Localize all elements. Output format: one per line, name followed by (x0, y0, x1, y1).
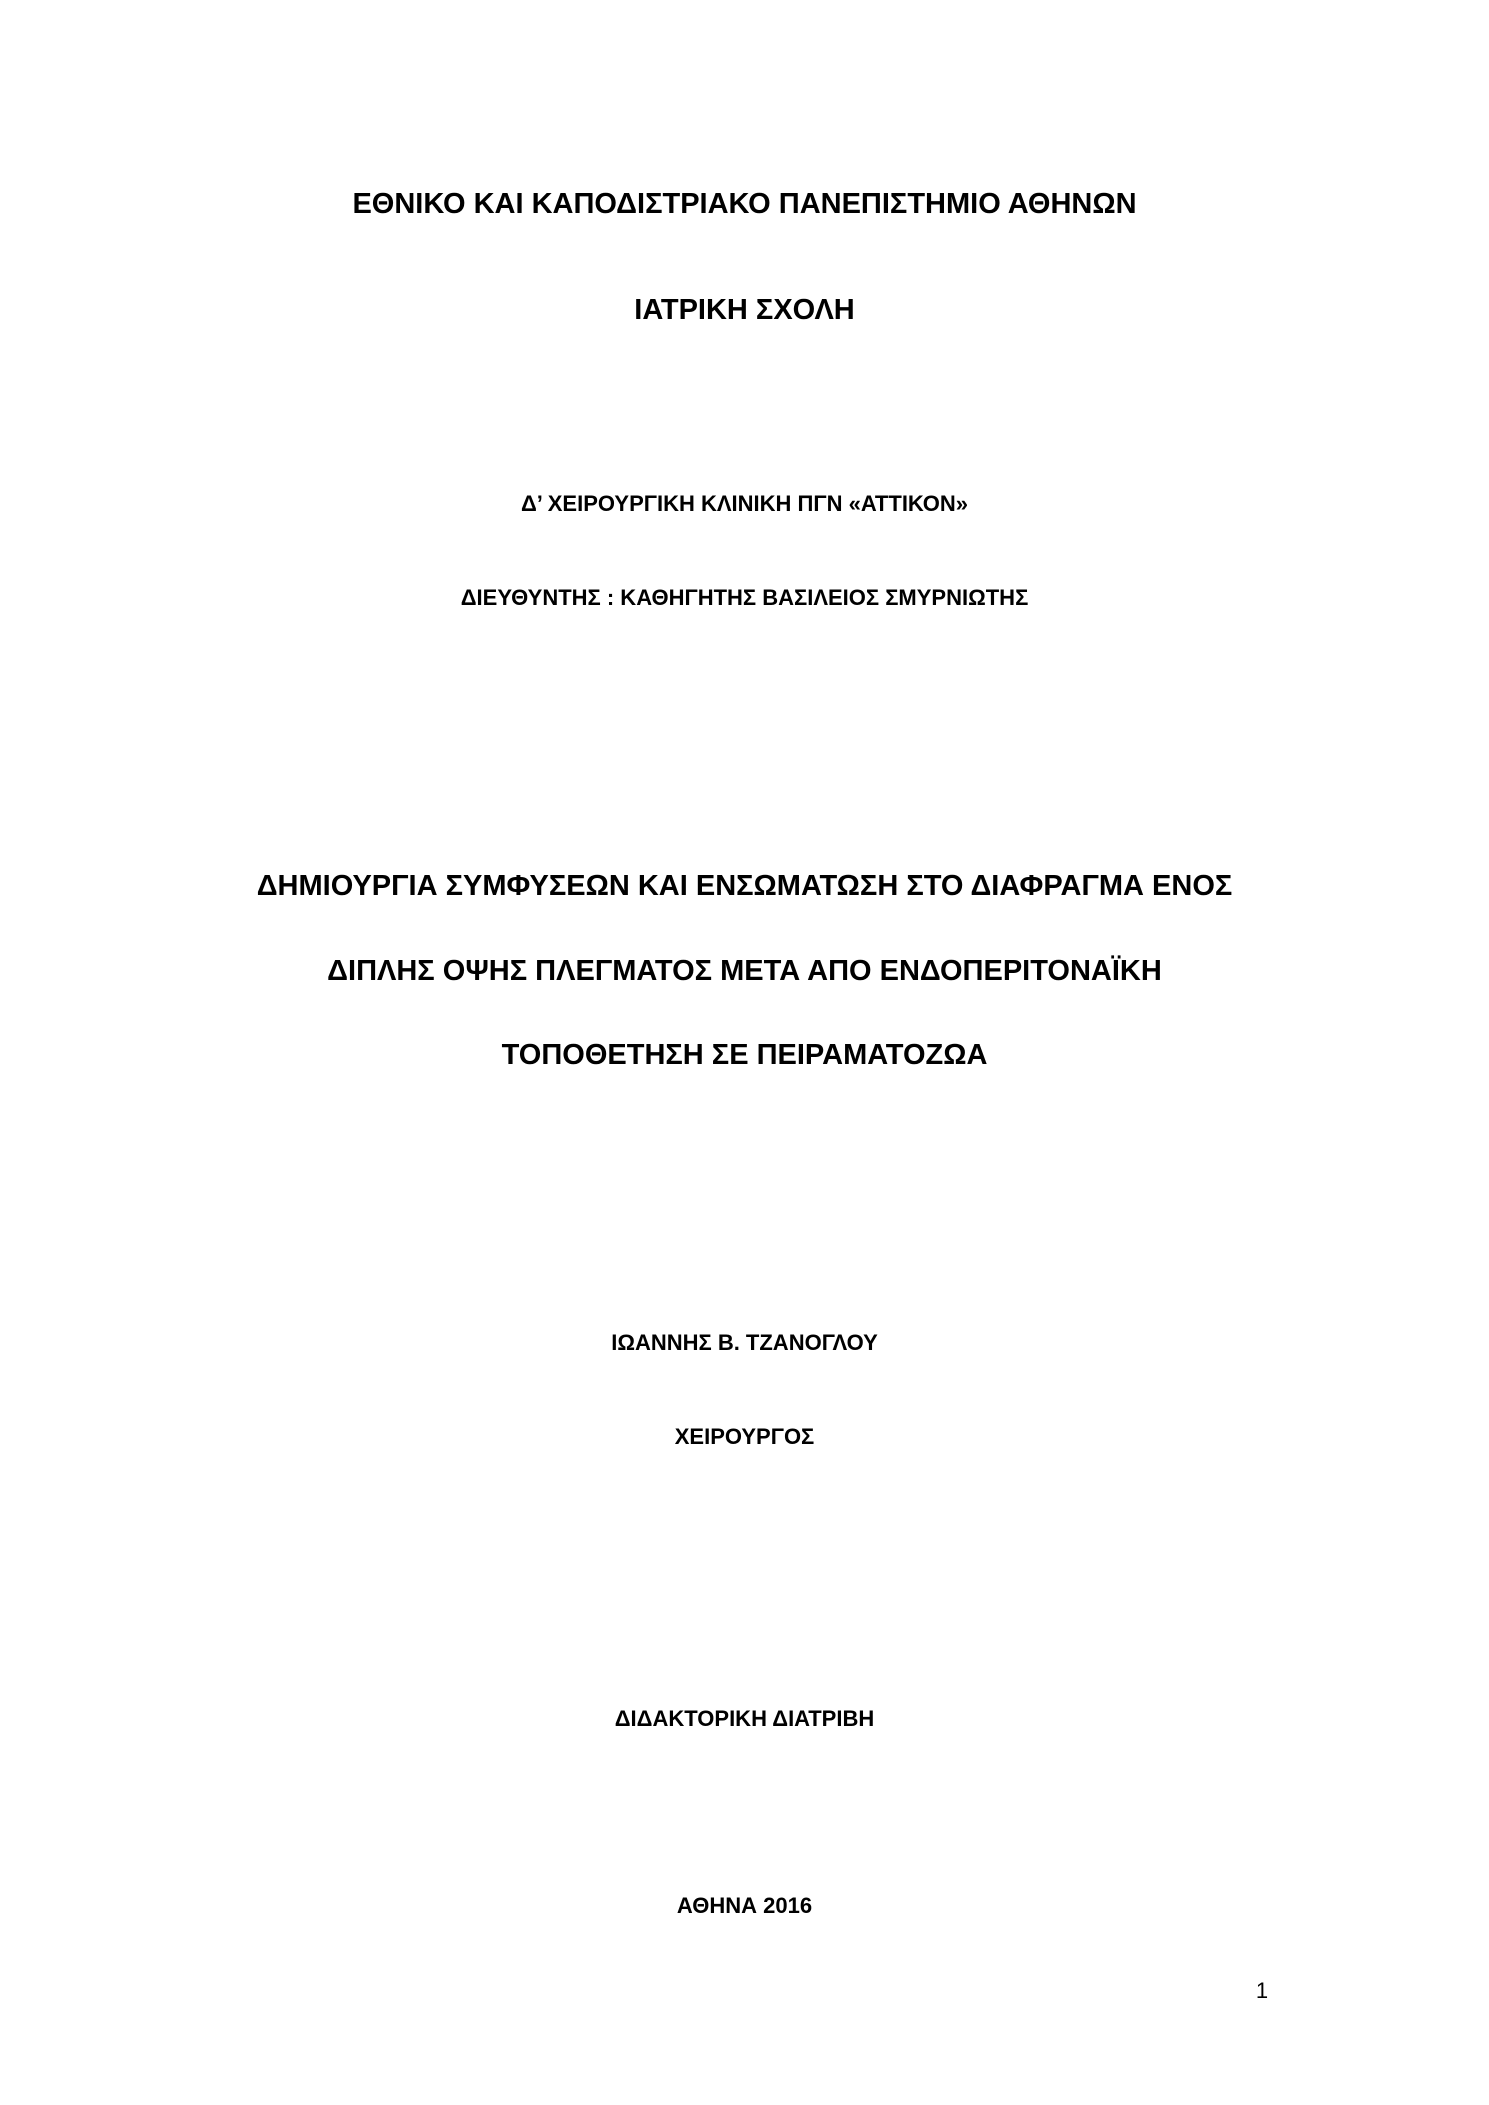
thesis-type: ΔΙΔΑΚΤΟΡΙΚΗ ΔΙΑΤΡΙΒΗ (614, 1706, 875, 1731)
thesis-title-line-2: ΔΙΠΛΗΣ ΟΨΗΣ ΠΛΕΓΜΑΤΟΣ ΜΕΤΑ ΑΠΟ ΕΝΔΟΠΕΡΙΤΟΝΑΪΚΗ (327, 955, 1162, 987)
school-name: ΙΑΤΡΙΚΗ ΣΧΟΛΗ (634, 294, 855, 326)
author-name: ΙΩΑΝΝΗΣ Β. ΤΖΑΝΟΓΛΟΥ (611, 1330, 878, 1355)
director-line: ΔΙΕΥΘΥΝΤΗΣ : ΚΑΘΗΓΗΤΗΣ ΒΑΣΙΛΕΙΟΣ ΣΜΥΡΝΙΩΤΗΣ (460, 585, 1029, 610)
place-and-year: ΑΘΗΝΑ 2016 (676, 1893, 813, 1918)
page-number: 1 (1255, 1978, 1269, 2003)
thesis-title-line-3: ΤΟΠΟΘΕΤΗΣΗ ΣΕ ΠΕΙΡΑΜΑΤΟΖΩΑ (501, 1039, 988, 1071)
university-name: ΕΘΝΙΚΟ ΚΑΙ ΚΑΠΟΔΙΣΤΡΙΑΚΟ ΠΑΝΕΠΙΣΤΗΜΙΟ ΑΘΗΝΩΝ (352, 188, 1137, 220)
clinic-name: Δ’ ΧΕΙΡΟΥΡΓΙΚΗ ΚΛΙΝΙΚΗ ΠΓΝ «ΑΤΤΙΚΟΝ» (520, 491, 969, 516)
author-profession: ΧΕΙΡΟΥΡΓΟΣ (674, 1424, 815, 1449)
thesis-title-line-1: ΔΗΜΙΟΥΡΓΙΑ ΣΥΜΦΥΣΕΩΝ ΚΑΙ ΕΝΣΩΜΑΤΩΣΗ ΣΤΟ ΔΙΑΦΡΑΓΜΑ ΕΝΟΣ (256, 870, 1233, 902)
